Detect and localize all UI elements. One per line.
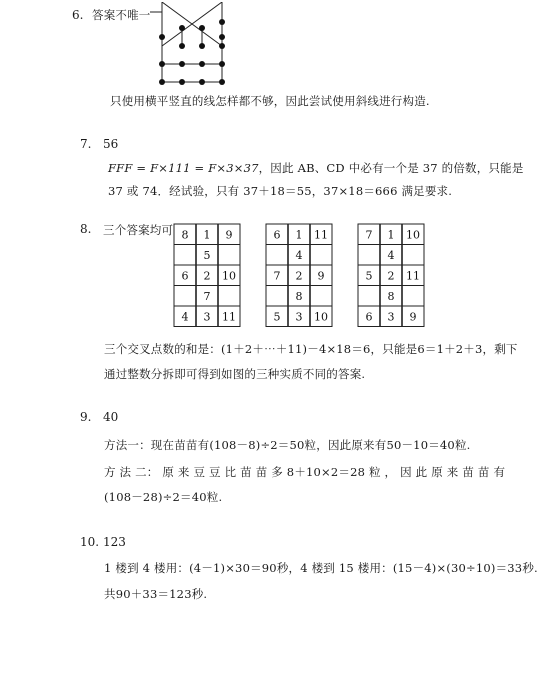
q7-answer: 56 <box>103 137 119 151</box>
grid-cell: 2 <box>295 269 303 283</box>
grid-cell: 9 <box>317 269 325 283</box>
grid-cell: 8 <box>387 289 395 303</box>
answer-grid-3 <box>358 224 424 327</box>
q10-number: 10. <box>80 535 100 549</box>
q9-m2-b: 粒. <box>206 490 223 504</box>
grid-cell: 3 <box>295 310 303 324</box>
grid-cell: 11 <box>406 269 420 283</box>
q8-answer: 三个答案均可 <box>103 223 174 237</box>
q6-answer: 答案不唯一 <box>92 8 151 22</box>
q9-m1-a: 方法一：现在苗苗有 <box>104 438 210 452</box>
q9-answer: 40 <box>103 410 119 424</box>
q10-l2-a: 共 <box>104 587 116 601</box>
q8-grids-svg <box>170 222 460 334</box>
grid-cell: 4 <box>181 310 189 324</box>
q7-number: 7. <box>80 137 92 151</box>
grid-cell: 4 <box>387 248 395 262</box>
q8-number: 8. <box>80 222 92 236</box>
q6-number: 6. <box>72 8 84 22</box>
q7-equation: FFF = F×111 = F×3×37 <box>108 161 259 175</box>
grid-cell: 4 <box>295 248 303 262</box>
grid-cell: 1 <box>203 228 211 242</box>
q8-line1-b: ，只能是 <box>370 342 418 356</box>
grid-cell: 8 <box>181 228 189 242</box>
q8-line1 <box>104 341 518 357</box>
grid-cell: 6 <box>365 310 373 324</box>
q10-l1-eq: (4－1)×30＝90 <box>189 561 277 575</box>
q8-line1-eq: (1＋2＋⋯＋11)－4×18＝6 <box>221 342 371 356</box>
grid-cell: 8 <box>295 289 303 303</box>
q9-method2-line1: 方 法 二： 原 来 豆 豆 比 苗 苗 多 8＋10×2＝28 粒 ， 因 此 原 来 苗 苗 有 <box>104 465 506 479</box>
q9-m1-b: 粒，因此原来有 <box>304 438 387 452</box>
q7-line1-text: ，因此 AB、CD 中必有一个是 37 的倍数，只能是 <box>258 161 524 175</box>
q10-line2 <box>104 586 207 602</box>
q9-method1 <box>104 437 471 453</box>
q6-note: 只使用横平竖直的线怎样都不够，因此尝试使用斜线进行构造. <box>110 94 430 108</box>
q10-l1-b: 秒，4 楼到 15 楼用： <box>276 561 393 575</box>
grid-cell: 10 <box>406 228 420 242</box>
q7-line1 <box>108 160 524 176</box>
grid-cell: 6 <box>273 228 281 242</box>
grid-cell: 11 <box>222 310 236 324</box>
q7-line2: 37 或 74．经试验，只有 37＋18＝55，37×18＝666 满足要求. <box>108 184 453 198</box>
grid-cell: 5 <box>365 269 373 283</box>
q10-l2-eq: 90＋33＝123 <box>115 587 192 601</box>
answer-grid-2 <box>266 224 332 327</box>
q8-grids <box>170 222 460 334</box>
dot-puzzle-figure <box>150 2 230 92</box>
grid-cell: 9 <box>225 228 233 242</box>
grid-cell: 1 <box>387 228 395 242</box>
grid-cell: 1 <box>295 228 303 242</box>
q8-line1-c: ，剩下 <box>482 342 518 356</box>
grid-cell: 7 <box>273 269 281 283</box>
grid-cell: 3 <box>387 310 395 324</box>
q9-m1-eq: (108－8)÷2＝50 <box>209 438 305 452</box>
q10-l1-c: 秒. <box>522 561 538 575</box>
q9-m1-eq2: 50－10＝40 <box>386 438 455 452</box>
grid-cell: 9 <box>409 310 417 324</box>
grid-cell: 2 <box>203 269 211 283</box>
q10-line1 <box>104 560 538 576</box>
q9-number: 9. <box>80 410 92 424</box>
grid-cell: 3 <box>203 310 211 324</box>
q9-method2-line2 <box>104 489 222 505</box>
grid-cell: 11 <box>314 228 328 242</box>
grid-cell: 10 <box>222 269 236 283</box>
q8-line1-a: 三个交叉点数的和是： <box>104 342 221 356</box>
q10-l2-b: 秒. <box>191 587 208 601</box>
q8-line2: 通过整数分拆即可得到如图的三种实质不同的答案. <box>104 367 366 381</box>
grid-cell: 6 <box>181 269 189 283</box>
q9-m2-eq: (108－28)÷2＝40 <box>104 490 207 504</box>
answer-grid-1 <box>174 224 240 327</box>
grid-cell: 7 <box>203 289 211 303</box>
q10-l1-a: 1 楼到 4 楼用： <box>104 561 190 575</box>
grid-cell: 5 <box>273 310 281 324</box>
q10-l1-eq2: (15－4)×(30÷10)＝33 <box>392 561 523 575</box>
grid-cell: 10 <box>314 310 328 324</box>
grid-cell: 5 <box>203 248 211 262</box>
grid-cell: 2 <box>387 269 395 283</box>
grid-cell: 7 <box>365 228 373 242</box>
q10-answer: 123 <box>103 535 126 549</box>
q8-line1-eq2: 6＝1＋2＋3 <box>417 342 483 356</box>
q9-m1-c: 粒. <box>454 438 471 452</box>
